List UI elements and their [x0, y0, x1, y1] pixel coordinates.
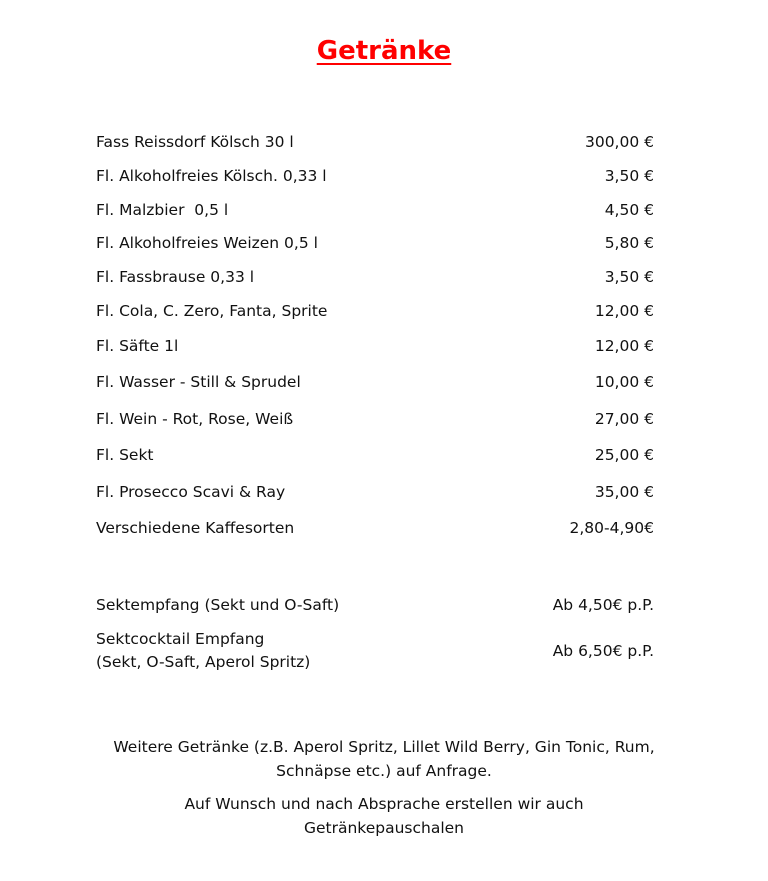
menu-item-price: 12,00 €: [594, 302, 654, 320]
menu-item-name: Fl. Wein - Rot, Rose, Weiß: [96, 410, 294, 428]
menu-item-price: 300,00 €: [584, 133, 654, 151]
further-drinks-note: [0, 735, 768, 783]
menu-item: [96, 408, 654, 430]
menu-item-price: 3,50 €: [604, 167, 654, 185]
menu-item-name: Fl. Malzbier 0,5 l: [96, 201, 229, 219]
menu-item: [96, 444, 654, 466]
further-drinks-note-line1: Weitere Getränke (z.B. Aperol Spritz, Lillet Wild Berry, Gin Tonic, Rum,: [113, 738, 655, 756]
menu-item: [96, 517, 654, 539]
menu-item-name: Fl. Säfte 1l: [96, 337, 179, 355]
menu-item-name: Fl. Alkoholfreies Weizen 0,5 l: [96, 234, 318, 252]
reception-item-name-line1: Sektcocktail Empfang: [96, 630, 265, 648]
menu-item: [96, 481, 654, 503]
menu-item-name: Fl. Prosecco Scavi & Ray: [96, 483, 286, 501]
menu-item-name: Verschiedene Kaffesorten: [96, 519, 295, 537]
menu-item: [96, 300, 654, 322]
menu-item-price: 5,80 €: [604, 234, 654, 252]
reception-item-price: Ab 6,50€ p.P.: [552, 642, 654, 660]
menu-item: [96, 335, 654, 357]
menu-item-name: Fass Reissdorf Kölsch 30 l: [96, 133, 294, 151]
menu-item-name: Fl. Cola, C. Zero, Fanta, Sprite: [96, 302, 328, 320]
menu-item-name: Fl. Alkoholfreies Kölsch. 0,33 l: [96, 167, 327, 185]
menu-item-name: Fl. Sekt: [96, 446, 154, 464]
menu-item-price: 3,50 €: [604, 268, 654, 286]
page-title-text: Getränke: [316, 36, 452, 66]
reception-item-name: Sektempfang (Sekt und O-Saft): [96, 596, 340, 614]
menu-item-price: 25,00 €: [594, 446, 654, 464]
packages-note-line2: Getränkepauschalen: [303, 819, 465, 837]
packages-note: [0, 792, 768, 840]
menu-item: [96, 232, 654, 254]
reception-item: [96, 594, 654, 616]
reception-item-price: Ab 4,50€ p.P.: [552, 596, 654, 614]
menu-item-price: 35,00 €: [594, 483, 654, 501]
menu-item: [96, 199, 654, 221]
menu-item: [96, 266, 654, 288]
page-title: [0, 36, 768, 66]
menu-item: [96, 371, 654, 393]
reception-item-name: [96, 628, 310, 674]
menu-item-price: 12,00 €: [594, 337, 654, 355]
menu-item: [96, 131, 654, 153]
reception-item-name-line2: (Sekt, O-Saft, Aperol Spritz): [96, 653, 311, 671]
menu-item-price: 10,00 €: [594, 373, 654, 391]
menu-item-price: 27,00 €: [594, 410, 654, 428]
menu-item-price: 4,50 €: [604, 201, 654, 219]
packages-note-line1: Auf Wunsch und nach Absprache erstellen wir auch: [184, 795, 584, 813]
menu-item-price: 2,80-4,90€: [569, 519, 654, 537]
menu-item: [96, 165, 654, 187]
menu-item-name: Fl. Wasser - Still & Sprudel: [96, 373, 301, 391]
menu-item-name: Fl. Fassbrause 0,33 l: [96, 268, 255, 286]
reception-item: [96, 628, 654, 674]
further-drinks-note-line2: Schnäpse etc.) auf Anfrage.: [276, 762, 492, 780]
